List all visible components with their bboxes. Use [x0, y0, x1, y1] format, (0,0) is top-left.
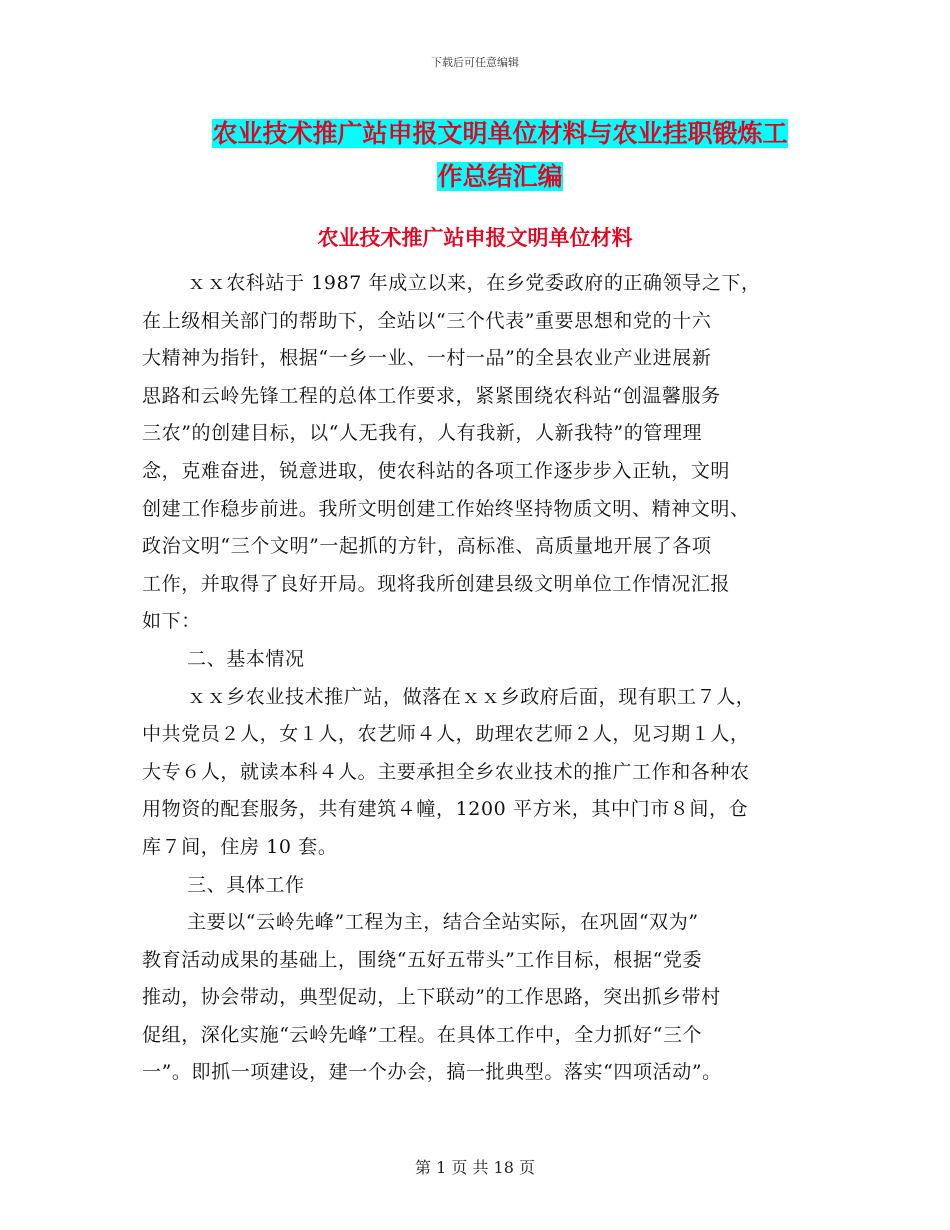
body-text-line: 促组，深化实施“云岭先峰”工程。在具体工作中，全力抓好“三个 — [142, 1023, 703, 1046]
body-text-line: 二、基本情况 — [187, 647, 305, 670]
body-text-line: 教育活动成果的基础上，围绕“五好五带头”工作目标，根据“党委 — [142, 948, 703, 971]
body-text-line: ｘｘ乡农业技术推广站，做落在ｘｘ乡政府后面，现有职工７人， — [187, 685, 756, 708]
body-text-line: 三、具体工作 — [187, 873, 305, 896]
title-line-1: 农业技术推广站申报文明单位材料与农业挂职锻炼工 — [212, 119, 788, 148]
body-text-line: 库７间，住房 10 套。 — [142, 835, 338, 858]
section-title: 农业技术推广站申报文明单位材料 — [317, 226, 633, 250]
body-text-line: 政治文明“三个文明”一起抓的方针，高标准、高质量地开展了各项 — [142, 535, 712, 558]
body-text-line: 用物资的配套服务，共有建筑４幢，1200 平方米，其中门市８间，仓 — [142, 798, 749, 821]
body-text-line: 一”。即抓一项建设，建一个办会，搞一批典型。落实“四项活动”。 — [142, 1061, 722, 1084]
document-body — [142, 265, 812, 1092]
body-text-line: 念，克难奋进，锐意进取，使农科站的各项工作逐步步入正轨，文明 — [142, 459, 731, 482]
body-text-line: 大专６人，就读本科４人。主要承担全乡农业技术的推广工作和各种农 — [142, 760, 750, 783]
page-header-note: 下载后可任意编辑 — [431, 56, 519, 69]
body-text-line: 主要以“云岭先峰”工程为主，结合全站实际，在巩固“双为” — [187, 911, 699, 934]
document-title — [195, 112, 805, 198]
body-text-line: 思路和云岭先锋工程的总体工作要求，紧紧围绕农科站“创温馨服务 — [142, 384, 721, 407]
body-text-line: 推动，协会带动，典型促动，上下联动”的工作思路，突出抓乡带村 — [142, 986, 721, 1009]
title-line-2: 作总结汇编 — [437, 162, 563, 191]
body-text-line: 创建工作稳步前进。我所文明创建工作始终坚持物质文明、精神文明、 — [142, 497, 750, 520]
body-text-line: ｘｘ农科站于 1987 年成立以来，在乡党委政府的正确领导之下， — [187, 272, 761, 294]
body-text-line: 大精神为指针，根据“一乡一业、一村一品”的全县农业产业进展新 — [142, 347, 712, 370]
page-footer: 第 1 页 共 18 页 — [415, 1158, 535, 1177]
body-text-line: 中共党员２人，女１人，农艺师４人，助理农艺师２人，见习期１人， — [142, 723, 750, 746]
body-text-line: 工作，并取得了良好开局。现将我所创建县级文明单位工作情况汇报 — [142, 572, 731, 595]
body-text-line: 三农”的创建目标，以“人无我有，人有我新，人新我特”的管理理 — [142, 422, 703, 445]
body-text-line: 在上级相关部门的帮助下，全站以“三个代表”重要思想和党的十六 — [142, 309, 712, 332]
body-text-line: 如下： — [142, 610, 201, 633]
